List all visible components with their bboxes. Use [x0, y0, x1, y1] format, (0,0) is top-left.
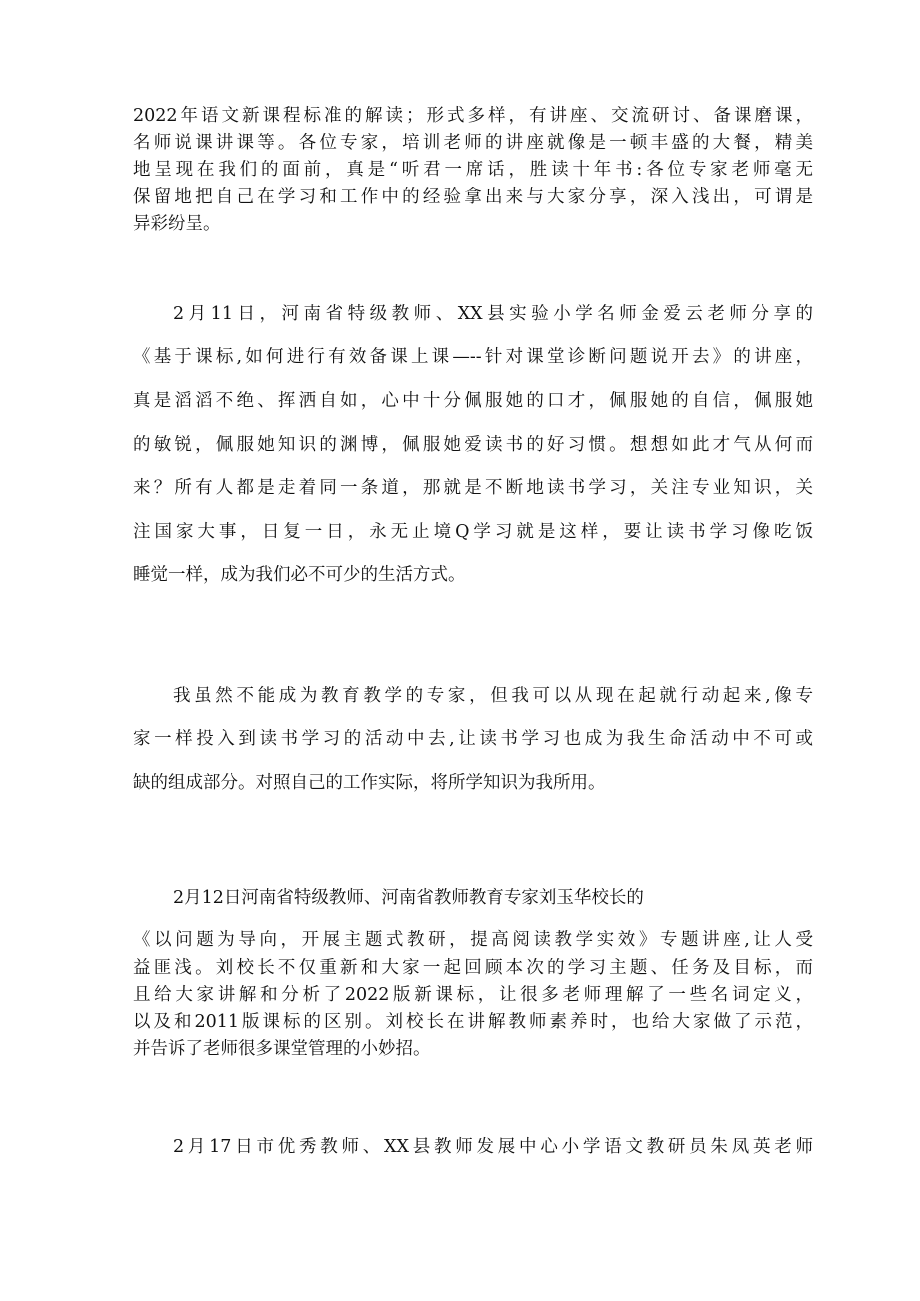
text-line: 并告诉了老师很多课堂管理的小妙招。	[133, 1039, 431, 1059]
text-line: 名师说课讲课等。各位专家，培训老师的讲座就像是一顿丰盛的大餐，精美	[133, 133, 813, 153]
text-line: 地呈现在我们的面前，真是“听君一席话，胜读十年书:各位专家老师毫无	[133, 160, 813, 180]
text-line: 2月11日，河南省特级教师、XX县实验小学名师金爱云老师分享的	[173, 304, 813, 324]
text-line: 我虽然不能成为教育教学的专家，但我可以从现在起就行动起来,像专	[173, 686, 813, 706]
text-line: 《以问题为导向，开展主题式教研，提高阅读教学实效》专题讲座,让人受	[133, 930, 813, 950]
text-line: 《基于课标,如何进行有效备课上课—--针对课堂诊断问题说开去》的讲座，	[133, 347, 813, 367]
text-line: 以及和2011版课标的区别。刘校长在讲解教师素养时，也给大家做了示范，	[133, 1012, 813, 1032]
text-line: 注国家大事，日复一日，永无止境Q学习就是这样，要让读书学习像吃饭	[133, 522, 813, 542]
text-line: 异彩纷呈。	[133, 214, 221, 234]
text-line: 睡觉一样，成为我们必不可少的生活方式。	[133, 565, 466, 585]
text-line: 2月17日市优秀教师、XX县教师发展中心小学语文教研员朱凤英老师	[173, 1137, 813, 1157]
text-line: 益匪浅。刘校长不仅重新和大家一起回顾本次的学习主题、任务及目标，而	[133, 958, 813, 978]
text-line: 来？所有人都是走着同一条道，那就是不断地读书学习，关注专业知识，关	[133, 478, 813, 498]
text-line: 2月12日河南省特级教师、河南省教师教育专家刘玉华校长的	[173, 888, 644, 908]
text-line: 家一样投入到读书学习的活动中去,让读书学习也成为我生命活动中不可或	[133, 729, 813, 749]
text-line: 2022年语文新课程标准的解读；形式多样，有讲座、交流研讨、备课磨课，	[133, 106, 813, 126]
text-line: 的敏锐，佩服她知识的渊博，佩服她爱读书的好习惯。想想如此才气从何而	[133, 435, 813, 455]
text-line: 缺的组成部分。对照自己的工作实际，将所学知识为我所用。	[133, 773, 606, 793]
text-line: 真是滔滔不绝、挥洒自如，心中十分佩服她的口才，佩服她的自信，佩服她	[133, 391, 813, 411]
text-line: 保留地把自己在学习和工作中的经验拿出来与大家分享，深入浅出，可谓是	[133, 187, 813, 207]
text-line: 且给大家讲解和分析了2022版新课标，让很多老师理解了一些名词定义，	[133, 985, 813, 1005]
